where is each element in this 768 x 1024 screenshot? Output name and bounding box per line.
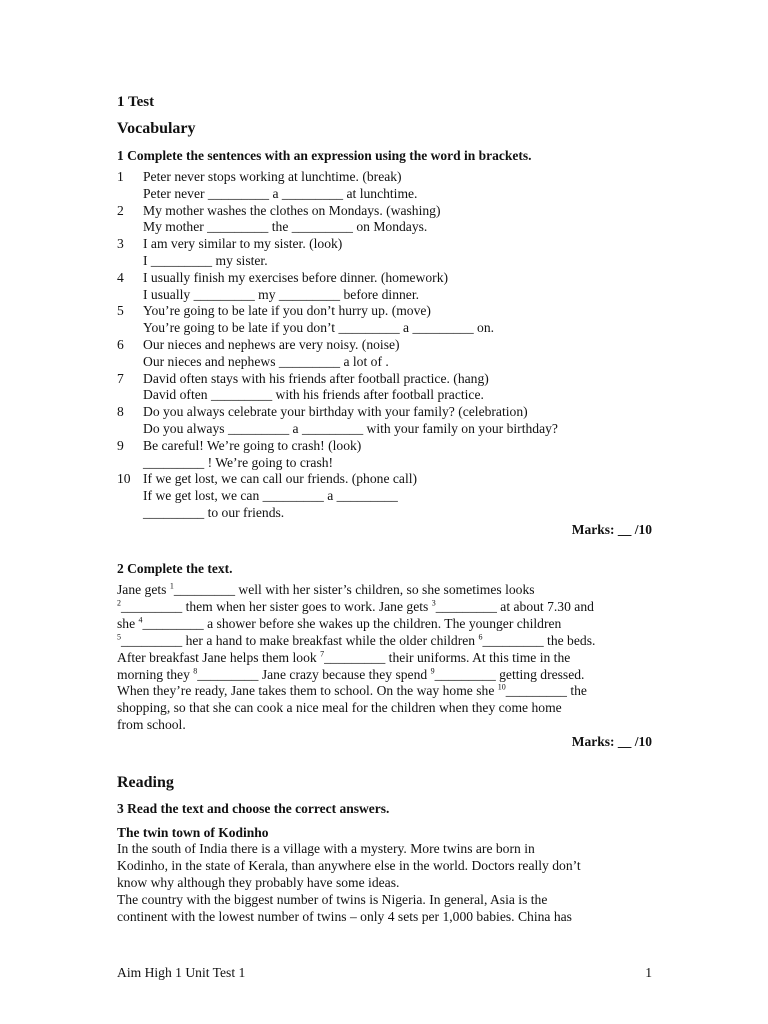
text-segment: _________ them when her sister goes to work. Jane gets xyxy=(121,598,432,614)
item-line: Peter never stops working at lunchtime. (break) xyxy=(143,169,402,184)
text-line xyxy=(117,700,595,717)
text-segment: _________ the xyxy=(505,683,587,699)
test-title: 1 Test xyxy=(117,94,155,110)
text-segment: _________ well with her sister’s children, so she sometimes looks xyxy=(173,582,535,597)
text-line xyxy=(117,683,595,700)
item-line: My mother washes the clothes on Mondays. (washing) xyxy=(143,202,441,218)
text-line xyxy=(117,667,595,684)
item-number: 3 xyxy=(117,236,124,252)
text-segment: she xyxy=(117,615,139,631)
page-number: 1 xyxy=(645,965,652,980)
item-number: 8 xyxy=(117,404,124,420)
exercise-item xyxy=(117,270,558,304)
item-line: If we get lost, we can call our friends. (phone call) xyxy=(143,471,418,487)
text-segment: _________ at about 7.30 and xyxy=(435,598,594,614)
item-line: Do you always _________ a _________ with your family on your birthday? xyxy=(143,420,558,436)
item-line: I am very similar to my sister. (look) xyxy=(143,236,343,252)
text-line xyxy=(117,616,595,633)
item-line: _________ to our friends. xyxy=(143,504,285,520)
exercise-item xyxy=(117,438,558,472)
item-line: Peter never _________ a _________ at lunchtime. xyxy=(143,185,418,201)
text-line xyxy=(117,582,595,599)
item-line: Our nieces and nephews _________ a lot of . xyxy=(143,353,389,369)
text-segment: morning they xyxy=(117,666,194,682)
gap-number: 5 xyxy=(117,632,121,642)
item-line: I usually finish my exercises before dinner. (homework) xyxy=(143,269,449,285)
footer-title: Aim High 1 Unit Test 1 xyxy=(117,965,246,980)
text-segment: When they’re ready, Jane takes them to school. On the way home she xyxy=(117,683,498,699)
exercise-item xyxy=(117,203,558,237)
section-title-vocabulary: Vocabulary xyxy=(117,120,196,137)
item-number: 10 xyxy=(117,471,131,487)
text-line xyxy=(117,650,595,667)
exercise-2-marks: Marks: __ /10 xyxy=(571,734,652,749)
item-line: _________ ! We’re going to crash! xyxy=(143,454,334,470)
text-segment: _________ her a hand to make breakfast while the older children xyxy=(121,632,479,648)
exercise-item xyxy=(117,371,558,405)
exercise-1-items xyxy=(117,169,558,522)
text-line xyxy=(117,717,595,734)
text-segment: Jane gets xyxy=(117,582,170,597)
item-line: If we get lost, we can _________ a _________ xyxy=(143,488,398,504)
exercise-2-text xyxy=(117,582,595,734)
item-number: 7 xyxy=(117,370,124,386)
item-number: 9 xyxy=(117,437,124,453)
item-line: I usually _________ my _________ before dinner. xyxy=(143,286,419,302)
text-segment: _________ their uniforms. At this time in the xyxy=(324,649,571,665)
item-line: Our nieces and nephews are very noisy. (noise) xyxy=(143,336,400,352)
text-line xyxy=(117,633,595,650)
item-number: 5 xyxy=(117,303,124,319)
gap-number: 10 xyxy=(497,682,506,692)
exercise-1-instruction: 1 Complete the sentences with an expression using the word in brackets. xyxy=(117,148,532,163)
reading-line: The country with the biggest number of twins is Nigeria. In general, Asia is the xyxy=(117,891,548,907)
exercise-item xyxy=(117,471,558,521)
exercise-item xyxy=(117,236,558,270)
section-title-reading: Reading xyxy=(117,774,174,791)
text-segment: _________ Jane crazy because they spend xyxy=(197,666,431,682)
item-line: You’re going to be late if you don’t hurry up. (move) xyxy=(143,303,431,319)
reading-line: know why although they probably have some ideas. xyxy=(117,874,400,890)
reading-line: In the south of India there is a village with a mystery. More twins are born in xyxy=(117,841,535,856)
exercise-item xyxy=(117,337,558,371)
gap-number: 4 xyxy=(138,615,143,625)
text-segment: shopping, so that she can cook a nice meal for the children when they come home xyxy=(117,700,562,716)
reading-line: continent with the lowest number of twins – only 4 sets per 1,000 babies. China has xyxy=(117,908,572,924)
reading-text xyxy=(117,841,581,926)
item-line: Do you always celebrate your birthday with your family? (celebration) xyxy=(143,404,528,420)
text-segment: _________ getting dressed. xyxy=(434,666,585,682)
item-line: Be careful! We’re going to crash! (look) xyxy=(143,437,362,453)
exercise-item xyxy=(117,303,558,337)
text-segment: After breakfast Jane helps them look xyxy=(117,649,321,665)
item-line: My mother _________ the _________ on Mondays. xyxy=(143,219,428,235)
gap-number: 2 xyxy=(117,598,121,608)
gap-number: 8 xyxy=(193,666,198,675)
item-number: 1 xyxy=(117,169,124,184)
exercise-1-marks: Marks: __ /10 xyxy=(571,522,652,537)
text-segment: from school. xyxy=(117,717,186,733)
exercise-2-instruction: 2 Complete the text. xyxy=(117,561,233,576)
item-line: David often _________ with his friends after football practice. xyxy=(143,387,484,403)
text-segment: _________ a shower before she wakes up the children. The younger children xyxy=(142,615,562,631)
gap-number: 9 xyxy=(430,666,435,675)
exercise-3-instruction: 3 Read the text and choose the correct answers. xyxy=(117,801,390,816)
gap-number: 3 xyxy=(431,598,436,608)
exercise-item xyxy=(117,169,558,203)
item-line: I _________ my sister. xyxy=(143,252,268,268)
item-number: 2 xyxy=(117,202,124,218)
reading-line: Kodinho, in the state of Kerala, than anywhere else in the world. Doctors really don’t xyxy=(117,857,581,873)
gap-number: 7 xyxy=(320,649,325,659)
text-segment: _________ the beds. xyxy=(482,632,596,648)
reading-subtitle: The twin town of Kodinho xyxy=(117,825,269,840)
exercise-item xyxy=(117,404,558,438)
item-number: 4 xyxy=(117,269,124,285)
item-number: 6 xyxy=(117,336,124,352)
gap-number: 6 xyxy=(478,632,483,642)
item-line: You’re going to be late if you don’t _________ a _________ on. xyxy=(143,320,495,336)
item-line: David often stays with his friends after football practice. (hang) xyxy=(143,370,489,386)
gap-number: 1 xyxy=(169,581,174,591)
text-line xyxy=(117,599,595,616)
